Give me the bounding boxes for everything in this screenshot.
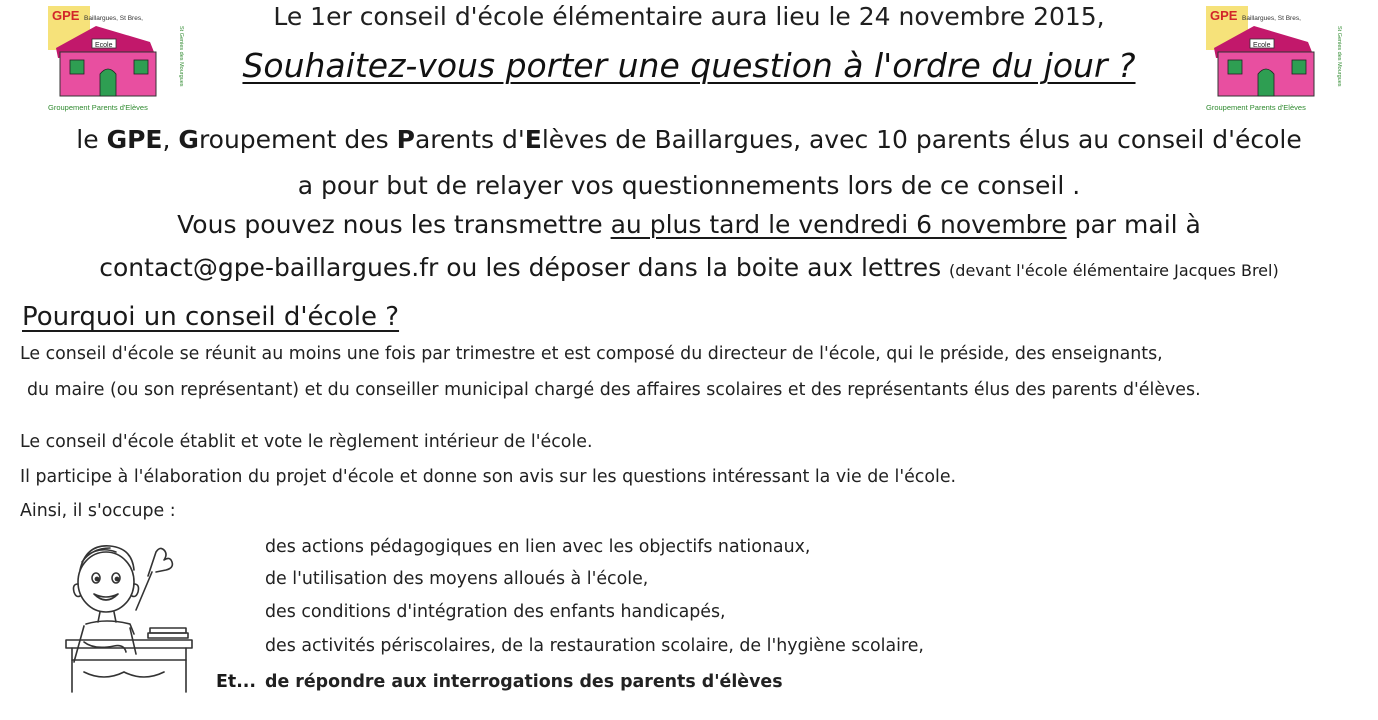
svg-text:Groupement Parents d'Elèves: Groupement Parents d'Elèves [1206,103,1306,112]
svg-text:Ecole: Ecole [95,42,113,49]
svg-text:Ecole: Ecole [1253,42,1271,49]
svg-text:GPE: GPE [1210,8,1238,23]
et-label: Et... [216,672,257,692]
intro-line-2: a pour but de relayer vos questionnements lors de ce conseil . [297,171,1081,200]
letter-g: G [178,125,199,154]
gpe-acronym: GPE [106,125,163,154]
intro-text: roupement des [198,125,397,154]
intro-line-4 [0,250,1378,289]
child-at-desk-illustration [64,532,194,697]
question-text: Souhaitez-vous porter une question à l'ordre du jour ? [242,46,1136,85]
list-item: de répondre aux interrogations des parents d'élèves [265,672,783,692]
question-heading [0,44,1378,88]
list-item: des conditions d'intégration des enfants handicapés, [265,602,726,622]
svg-text:St Genies des Mourgues: St Genies des Mourgues [178,26,184,87]
contact-text: contact@gpe-baillargues.fr ou les déposer dans la boite aux lettres [99,253,950,282]
deadline-text: au plus tard le vendredi 6 novembre [610,210,1067,239]
page-title: Le 1er conseil d'école élémentaire aura lieu le 24 novembre 2015, [273,2,1105,31]
location-note: (devant l'école élémentaire Jacques Brel) [949,261,1279,280]
intro-text: par mail à [1066,210,1201,239]
intro-text: , [162,125,179,154]
svg-text:GPE: GPE [52,8,80,23]
intro-text: le [76,125,107,154]
intro-text: lèves de Baillargues, avec 10 parents élus au conseil d'école [541,125,1302,154]
svg-text:Baillargues, St Bres,: Baillargues, St Bres, [1242,15,1301,22]
paragraph-1: Le conseil d'école se réunit au moins une fois par trimestre et est composé du directeur de l'école, qui le préside, des enseignants, [20,344,1163,364]
paragraph-2: du maire (ou son représentant) et du conseiller municipal chargé des affaires scolaires et des représentants élus des parents d'élèves. [27,380,1201,400]
intro-line-1 [0,122,1378,158]
intro-text: Vous pouvez nous les transmettre [177,210,611,239]
list-item: des actions pédagogiques en lien avec les objectifs nationaux, [265,537,811,557]
svg-text:Groupement Parents d'Elèves: Groupement Parents d'Elèves [48,103,148,112]
letter-p: P [396,125,415,154]
section-heading: Pourquoi un conseil d'école ? [22,302,400,332]
paragraph-3: Le conseil d'école établit et vote le règlement intérieur de l'école. [20,432,593,452]
intro-line-3 [0,207,1378,243]
list-item: de l'utilisation des moyens alloués à l'école, [265,569,649,589]
list-item: des activités périscolaires, de la restauration scolaire, de l'hygiène scolaire, [265,636,924,656]
paragraph-5: Ainsi, il s'occupe : [20,501,176,521]
svg-text:Baillargues, St Bres,: Baillargues, St Bres, [84,15,143,22]
svg-text:St Genies des Mourgues: St Genies des Mourgues [1336,26,1342,87]
intro-text: arents d' [414,125,525,154]
letter-e: E [524,125,542,154]
paragraph-4: Il participe à l'élaboration du projet d'école et donne son avis sur les questions intéressant la vie de l'école. [20,467,957,487]
